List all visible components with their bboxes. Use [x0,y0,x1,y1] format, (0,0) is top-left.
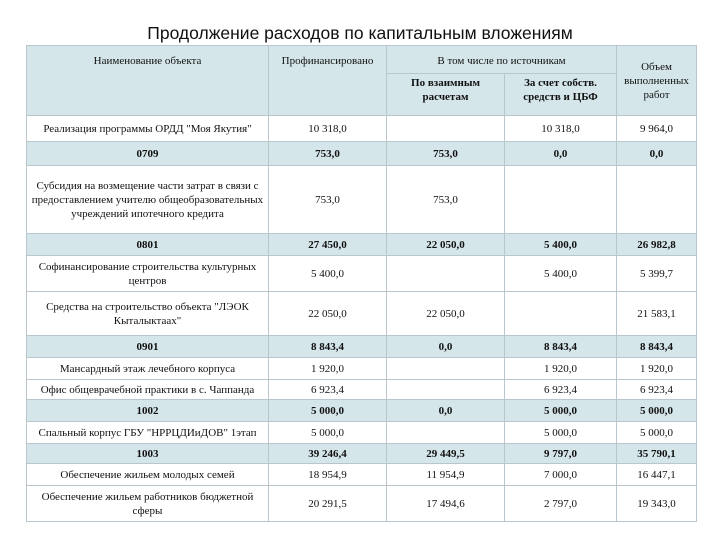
row-own: 8 843,4 [505,336,617,358]
row-financed: 22 050,0 [269,292,387,336]
header-financed: Профинансировано [269,46,387,116]
row-name: 0901 [27,336,269,358]
table-row-group [27,336,697,358]
row-financed: 39 246,4 [269,444,387,464]
row-mutual: 0,0 [387,336,505,358]
row-own: 2 797,0 [505,486,617,522]
row-mutual [387,358,505,380]
row-financed: 20 291,5 [269,486,387,522]
row-name: Обеспечение жильем молодых семей [27,464,269,486]
row-financed: 753,0 [269,142,387,166]
row-own: 10 318,0 [505,116,617,142]
row-volume [617,166,697,234]
row-name: Обеспечение жильем работников бюджетной сферы [27,486,269,522]
row-volume: 1 920,0 [617,358,697,380]
row-name: Реализация программы ОРДД "Моя Якутия" [27,116,269,142]
row-name: 1002 [27,400,269,422]
row-mutual: 753,0 [387,166,505,234]
row-volume: 5 000,0 [617,422,697,444]
header-mutual: По взаимным расчетам [387,74,505,116]
row-name: 0709 [27,142,269,166]
row-mutual: 11 954,9 [387,464,505,486]
row-volume: 8 843,4 [617,336,697,358]
header-own: За счет собств. средств и ЦБФ [505,74,617,116]
table-row [27,166,697,234]
row-own: 5 400,0 [505,234,617,256]
row-mutual: 0,0 [387,400,505,422]
table-row [27,292,697,336]
row-mutual: 753,0 [387,142,505,166]
table-row-group [27,444,697,464]
row-own [505,292,617,336]
row-financed: 5 000,0 [269,422,387,444]
row-volume: 19 343,0 [617,486,697,522]
row-name: Спальный корпус ГБУ "НРРЦДИиДОВ" 1этап [27,422,269,444]
row-volume: 16 447,1 [617,464,697,486]
row-own: 6 923,4 [505,380,617,400]
table-row [27,358,697,380]
table-row [27,116,697,142]
table-body [27,116,697,522]
row-volume: 6 923,4 [617,380,697,400]
row-name: 1003 [27,444,269,464]
row-mutual: 29 449,5 [387,444,505,464]
row-mutual [387,422,505,444]
table-row-group [27,400,697,422]
capital-expenses-table [26,45,697,522]
row-own: 5 000,0 [505,400,617,422]
row-own: 5 400,0 [505,256,617,292]
row-name: Офис общеврачебной практики в с. Чаппанда [27,380,269,400]
table-row [27,256,697,292]
row-financed: 753,0 [269,166,387,234]
table-row-group [27,142,697,166]
row-mutual: 22 050,0 [387,292,505,336]
row-volume: 5 000,0 [617,400,697,422]
row-name: 0801 [27,234,269,256]
table-row [27,486,697,522]
table-row-group [27,234,697,256]
row-mutual: 17 494,6 [387,486,505,522]
row-financed: 8 843,4 [269,336,387,358]
row-name: Софинансирование строительства культурных центров [27,256,269,292]
row-volume: 26 982,8 [617,234,697,256]
header-sources: В том числе по источникам [387,46,617,74]
row-financed: 27 450,0 [269,234,387,256]
row-mutual: 22 050,0 [387,234,505,256]
row-volume: 35 790,1 [617,444,697,464]
row-volume: 9 964,0 [617,116,697,142]
row-volume: 0,0 [617,142,697,166]
table-row [27,422,697,444]
row-own: 7 000,0 [505,464,617,486]
table-row [27,380,697,400]
table-row [27,464,697,486]
row-mutual [387,116,505,142]
row-mutual [387,256,505,292]
row-volume: 21 583,1 [617,292,697,336]
row-financed: 5 000,0 [269,400,387,422]
row-name: Субсидия на возмещение части затрат в связи с предоставлением учителю общеобразовательных учреждений ипотечного кредита [27,166,269,234]
row-own: 1 920,0 [505,358,617,380]
row-financed: 5 400,0 [269,256,387,292]
row-volume: 5 399,7 [617,256,697,292]
row-own: 5 000,0 [505,422,617,444]
row-financed: 18 954,9 [269,464,387,486]
row-financed: 10 318,0 [269,116,387,142]
header-volume: Объем выполненных работ [617,46,697,116]
header-name: Наименование объекта [27,46,269,116]
row-own: 0,0 [505,142,617,166]
row-name: Средства на строительство объекта "ЛЭОК Кыталыктаах" [27,292,269,336]
row-mutual [387,380,505,400]
row-financed: 6 923,4 [269,380,387,400]
row-financed: 1 920,0 [269,358,387,380]
row-own [505,166,617,234]
page-title: Продолжение расходов по капитальным вложениям [147,23,573,43]
row-name: Мансардный этаж лечебного корпуса [27,358,269,380]
row-own: 9 797,0 [505,444,617,464]
